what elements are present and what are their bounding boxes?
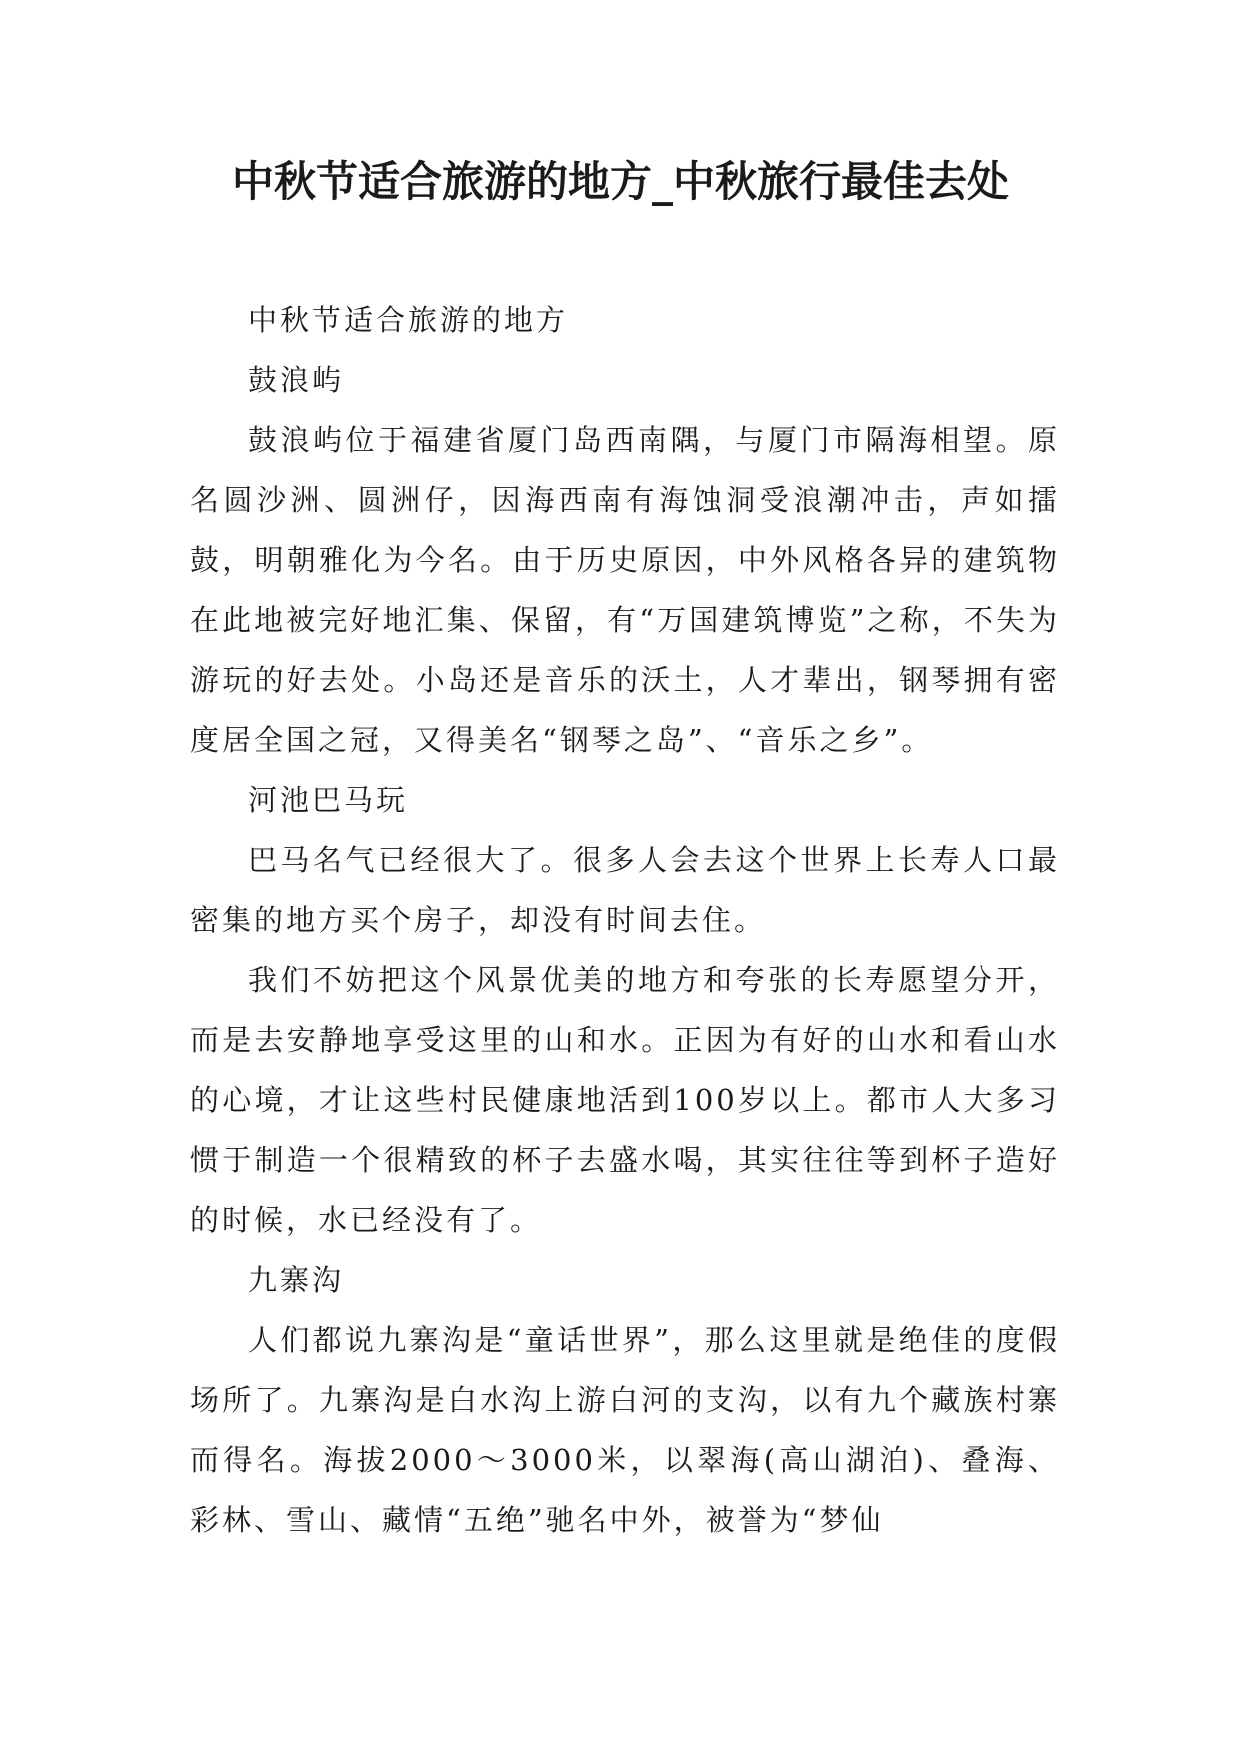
paragraph-gulangyu: 鼓浪屿位于福建省厦门岛西南隅，与厦门市隔海相望。原名圆沙洲、圆洲仔，因海西南有海蚀洞受浪潮冲击，声如擂鼓，明朝雅化为今名。由于历史原因，中外风格各异的建筑物在此地被完好地汇集、保留，有“万国建筑博览”之称，不失为游玩的好去处。小岛还是音乐的沃土，人才辈出，钢琴拥有密度居全国之冠，又得美名“钢琴之岛”、“音乐之乡”。 bbox=[190, 423, 1060, 757]
paragraph-bama-1: 巴马名气已经很大了。很多人会去这个世界上长寿人口最密集的地方买个房子，却没有时间去住。 bbox=[190, 843, 1060, 937]
document-body bbox=[190, 290, 1060, 1550]
section-heading-jiuzhaigou: 九寨沟 bbox=[248, 1263, 345, 1297]
document-title: 中秋节适合旅游的地方_中秋旅行最佳去处 bbox=[231, 157, 1009, 206]
paragraph-jiuzhaigou: 人们都说九寨沟是“童话世界”，那么这里就是绝佳的度假场所了。九寨沟是白水沟上游白河的支沟，以有九个藏族村寨而得名。海拔2000～3000米，以翠海(高山湖泊)、叠海、彩林、雪山、藏情“五绝”驰名中外，被誉为“梦仙 bbox=[190, 1323, 1060, 1537]
section-heading-bama: 河池巴马玩 bbox=[248, 783, 409, 817]
section-heading-gulangyu: 鼓浪屿 bbox=[248, 363, 345, 397]
section-heading-intro: 中秋节适合旅游的地方 bbox=[248, 303, 569, 337]
paragraph-bama-2: 我们不妨把这个风景优美的地方和夸张的长寿愿望分开，而是去安静地享受这里的山和水。正因为有好的山水和看山水的心境，才让这些村民健康地活到100岁以上。都市人大多习惯于制造一个很精致的杯子去盛水喝，其实往往等到杯子造好的时候，水已经没有了。 bbox=[190, 963, 1060, 1237]
